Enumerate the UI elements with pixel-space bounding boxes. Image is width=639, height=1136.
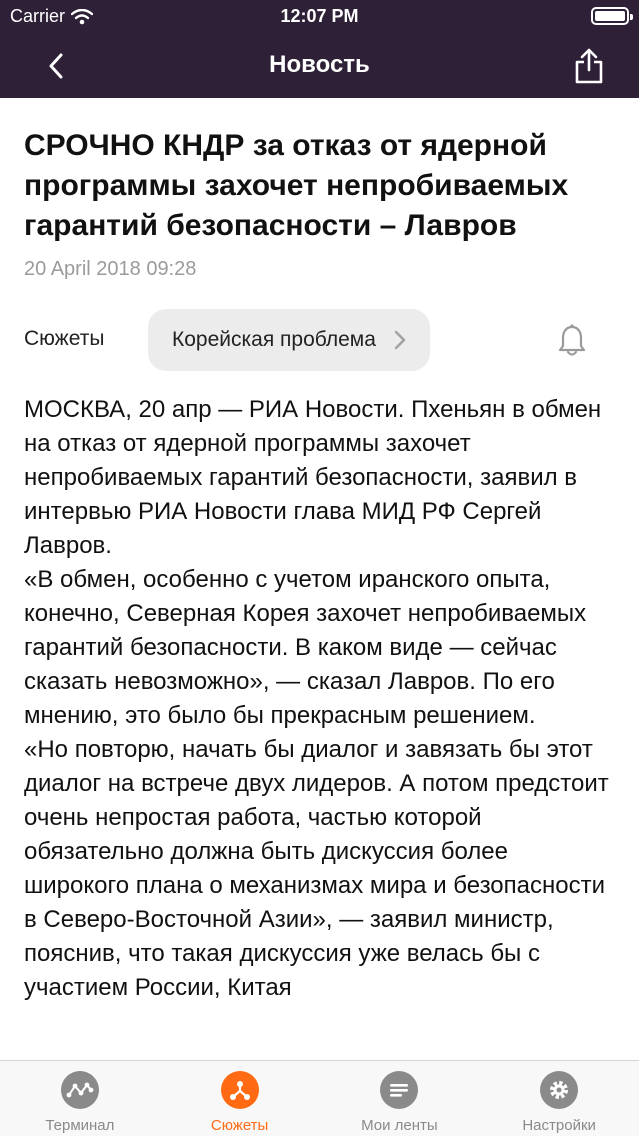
status-time: 12:07 PM xyxy=(280,6,359,26)
gear-icon xyxy=(540,1071,578,1109)
network-icon xyxy=(61,1071,99,1109)
tab-settings[interactable] xyxy=(479,1061,639,1136)
status-bar xyxy=(0,0,639,34)
article-date: 20 April 2018 09:28 xyxy=(24,258,197,280)
article-paragraph: «В обмен, особенно с учетом иранского опыта, конечно, Северная Корея захочет непробиваемых гарантий безопасности. В каком виде — сейчас сказать невозможно», — сказал Лавров. По его мнению, это было бы прекрасным решением. xyxy=(24,566,587,729)
tab-label: Сюжеты xyxy=(210,1117,269,1134)
share-icon xyxy=(574,48,604,84)
tab-terminal[interactable] xyxy=(0,1061,160,1136)
story-chip-label: Корейская проблема xyxy=(172,328,376,351)
article-paragraph: МОСКВА, 20 апр — РИА Новости. Пхеньян в обмен на отказ от ядерной программы захочет непробиваемых гарантий безопасности, заявил в интервью РИА Новости глава МИД РФ Сергей Лавров. xyxy=(24,396,602,559)
tab-my-feeds[interactable] xyxy=(320,1061,480,1136)
stories-label: Сюжеты xyxy=(24,327,105,350)
tab-label: Настройки xyxy=(522,1117,596,1134)
tab-stories[interactable] xyxy=(160,1061,320,1136)
share-button[interactable] xyxy=(569,44,609,88)
article-content[interactable] xyxy=(0,98,639,1060)
page-title: Новость xyxy=(269,51,370,78)
tab-label: Мои ленты xyxy=(361,1117,438,1134)
chevron-right-icon xyxy=(394,330,406,350)
article-headline: СРОЧНО КНДР за отказ от ядерной программы захочет непробиваемых гарантий безопасности – Лавров xyxy=(24,129,569,242)
carrier-label: Carrier xyxy=(10,6,66,26)
tab-label: Терминал xyxy=(45,1117,115,1134)
nodes-icon xyxy=(221,1071,259,1109)
list-icon xyxy=(380,1071,418,1109)
story-chip[interactable] xyxy=(148,309,430,371)
bell-icon[interactable] xyxy=(557,323,587,357)
article-paragraph: «Но повторю, начать бы диалог и завязать бы этот диалог на встрече двух лидеров. А потом предстоит очень непростая работа, частью которой обязательно должна быть дискуссия более широкого плана о механизмах мира и безопасности в Северо-Восточной Азии», — заявил министр, пояснив, что такая дискуссия уже велась бы с участием России, Китая xyxy=(24,736,609,1001)
top-bar xyxy=(0,0,639,98)
article-body xyxy=(24,393,615,1005)
stories-row xyxy=(24,309,615,371)
tab-bar xyxy=(0,1060,639,1136)
navigation-bar xyxy=(0,34,639,98)
battery-icon xyxy=(591,7,629,25)
